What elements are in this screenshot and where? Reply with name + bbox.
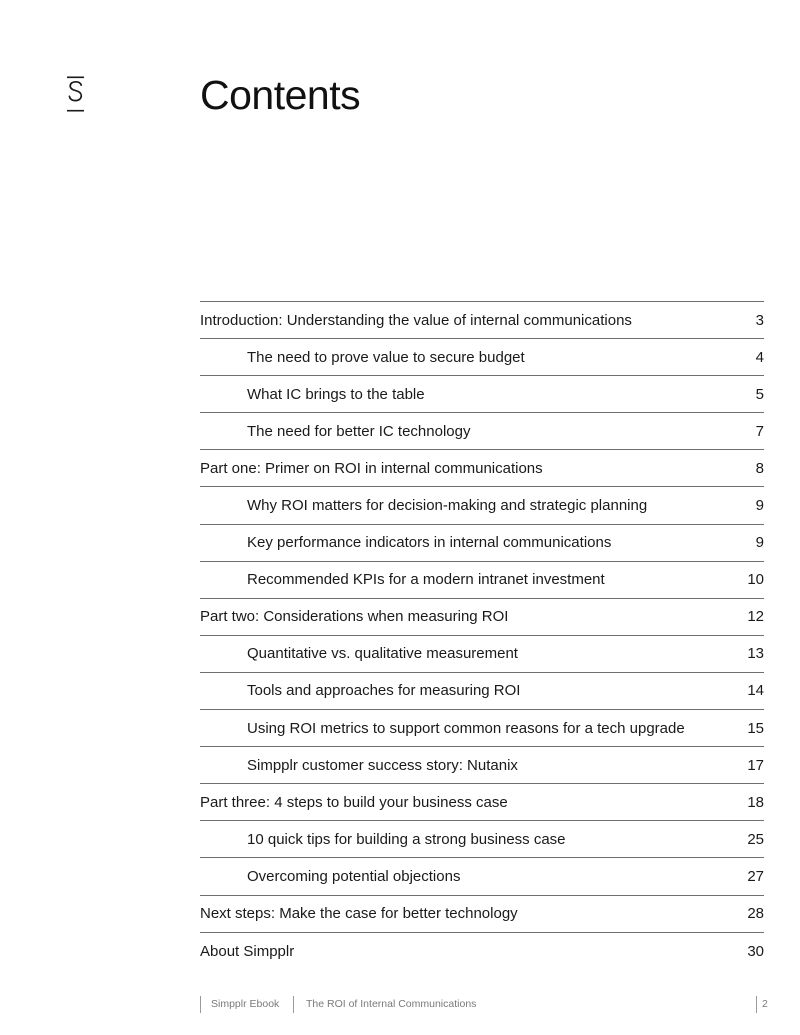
toc-entry-page: 13 (747, 645, 764, 663)
toc-entry-page: 12 (747, 608, 764, 626)
toc-subsection-row[interactable] (200, 487, 764, 524)
footer-brand: Simpplr Ebook (211, 998, 280, 1010)
toc-entry-label: The need for better IC technology (247, 422, 471, 440)
toc-section-row[interactable] (200, 784, 764, 821)
toc-entry-label: Tools and approaches for measuring ROI (247, 682, 521, 700)
toc-entry-page: 30 (747, 942, 764, 960)
toc-entry-label: Part one: Primer on ROI in internal communications (200, 459, 543, 477)
toc-entry-page: 27 (747, 867, 764, 885)
toc-subsection-row[interactable] (200, 747, 764, 784)
toc-subsection-row[interactable] (200, 525, 764, 562)
toc-subsection-row[interactable] (200, 821, 764, 858)
toc-section-row[interactable] (200, 933, 764, 970)
table-of-contents (200, 301, 764, 970)
toc-entry-label: What IC brings to the table (247, 385, 425, 403)
toc-section-row[interactable] (200, 896, 764, 933)
toc-entry-label: Overcoming potential objections (247, 867, 461, 885)
toc-entry-label: Part two: Considerations when measuring ROI (200, 608, 509, 626)
toc-entry-page: 8 (755, 459, 764, 477)
toc-entry-label: Key performance indicators in internal communications (247, 534, 612, 552)
footer-divider (293, 996, 294, 1013)
toc-entry-label: Introduction: Understanding the value of internal communications (200, 311, 632, 329)
simpplr-logo-icon (66, 76, 85, 112)
toc-entry-label: Simpplr customer success story: Nutanix (247, 756, 518, 774)
toc-entry-page: 28 (747, 905, 764, 923)
toc-entry-page: 25 (747, 830, 764, 848)
footer-divider (756, 996, 757, 1013)
toc-entry-page: 9 (755, 497, 764, 515)
toc-entry-page: 14 (747, 682, 764, 700)
toc-entry-label: Why ROI matters for decision-making and strategic planning (247, 497, 648, 515)
toc-subsection-row[interactable] (200, 673, 764, 710)
toc-entry-page: 18 (747, 793, 764, 811)
toc-subsection-row[interactable] (200, 413, 764, 450)
toc-entry-label: The need to prove value to secure budget (247, 348, 525, 366)
footer-divider (200, 996, 201, 1013)
toc-entry-page: 7 (755, 422, 764, 440)
toc-entry-label: Next steps: Make the case for better technology (200, 905, 518, 923)
toc-section-row[interactable] (200, 599, 764, 636)
page-title: Contents (200, 72, 361, 118)
toc-entry-label: 10 quick tips for building a strong business case (247, 830, 566, 848)
toc-section-row[interactable] (200, 302, 764, 339)
toc-subsection-row[interactable] (200, 710, 764, 747)
toc-entry-page: 9 (755, 534, 764, 552)
toc-subsection-row[interactable] (200, 339, 764, 376)
toc-entry-page: 10 (747, 571, 764, 589)
toc-entry-page: 3 (755, 311, 764, 329)
toc-subsection-row[interactable] (200, 636, 764, 673)
toc-entry-label: Quantitative vs. qualitative measurement (247, 645, 518, 663)
footer-page-number: 2 (762, 998, 768, 1010)
toc-entry-label: Using ROI metrics to support common reasons for a tech upgrade (247, 719, 685, 737)
toc-entry-label: Part three: 4 steps to build your business case (200, 793, 508, 811)
toc-entry-page: 17 (747, 756, 764, 774)
toc-entry-page: 15 (747, 719, 764, 737)
toc-subsection-row[interactable] (200, 562, 764, 599)
toc-subsection-row[interactable] (200, 858, 764, 895)
toc-entry-page: 4 (755, 348, 764, 366)
toc-entry-label: About Simpplr (200, 942, 295, 960)
toc-subsection-row[interactable] (200, 376, 764, 413)
page-footer (0, 996, 800, 1014)
toc-entry-label: Recommended KPIs for a modern intranet investment (247, 571, 605, 589)
toc-section-row[interactable] (200, 450, 764, 487)
toc-entry-page: 5 (755, 385, 764, 403)
footer-doc-title: The ROI of Internal Communications (306, 998, 477, 1010)
